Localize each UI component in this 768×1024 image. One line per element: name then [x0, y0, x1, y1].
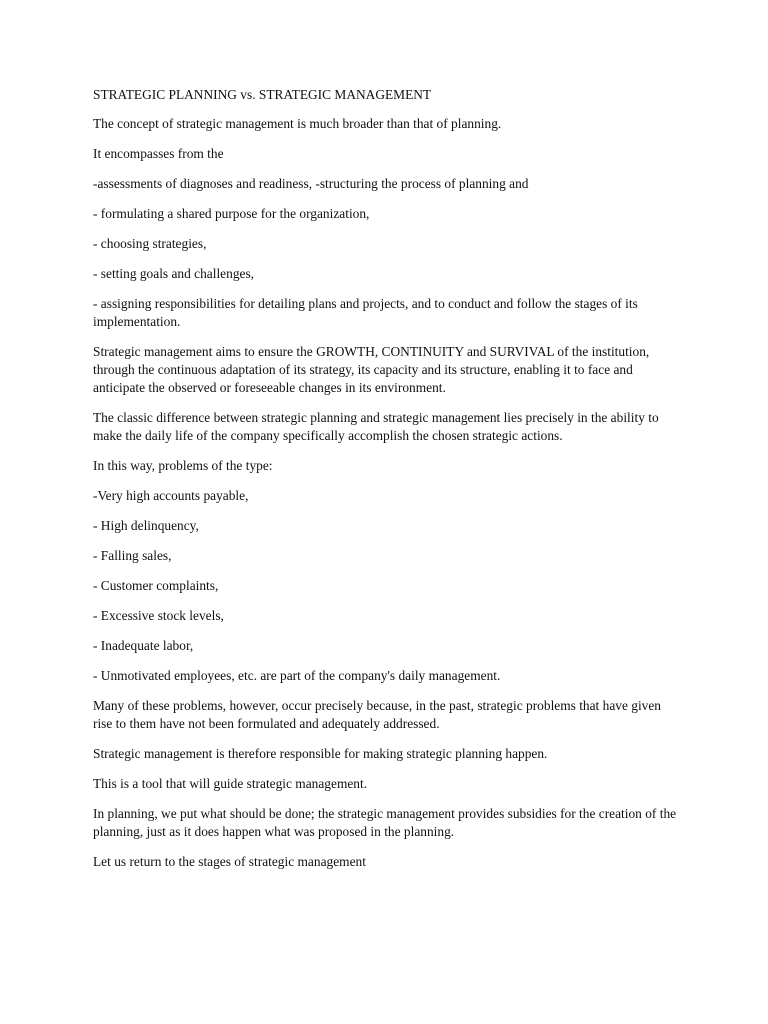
list-item-labor: - Inadequate labor, [93, 638, 194, 653]
document-body [93, 86, 683, 883]
list-item-responsibilities: - assigning responsibilities for detailing plans and projects, and to conduct and follow the stages of its implementation. [93, 296, 638, 329]
list-item-accounts-payable: -Very high accounts payable, [93, 488, 249, 503]
paragraph-past-problems: Many of these problems, however, occur precisely because, in the past, strategic problems that have given rise to them have not been formulated and adequately addressed. [93, 698, 662, 731]
paragraph-intro: The concept of strategic management is much broader than that of planning. [93, 116, 502, 131]
list-item-delinquency: - High delinquency, [93, 518, 199, 533]
list-item-employees: - Unmotivated employees, etc. are part of the company's daily management. [93, 668, 501, 683]
document-title: STRATEGIC PLANNING vs. STRATEGIC MANAGEMENT [93, 87, 432, 102]
paragraph-aims: Strategic management aims to ensure the GROWTH, CONTINUITY and SURVIVAL of the institution, through the continuous adaptation of its strategy, its capacity and its structure, enabling it to face and anticipate the observed or foreseeable changes in its environment. [93, 344, 650, 395]
list-item-complaints: - Customer complaints, [93, 578, 219, 593]
paragraph-difference: The classic difference between strategic planning and strategic management lies precisely in the ability to make the daily life of the company specifically accomplish the chosen strategic actions. [93, 410, 659, 443]
paragraph-encompasses: It encompasses from the [93, 146, 224, 161]
list-item-stock-levels: - Excessive stock levels, [93, 608, 224, 623]
paragraph-return: Let us return to the stages of strategic management [93, 854, 366, 869]
list-item-choosing: - choosing strategies, [93, 236, 207, 251]
paragraph-problems-intro: In this way, problems of the type: [93, 458, 273, 473]
paragraph-planning: In planning, we put what should be done; the strategic management provides subsidies for the creation of the planning, just as it does happen what was proposed in the planning. [93, 806, 677, 839]
list-item-formulating: - formulating a shared purpose for the organization, [93, 206, 370, 221]
list-item-assessments: -assessments of diagnoses and readiness, -structuring the process of planning and [93, 176, 529, 191]
list-item-goals: - setting goals and challenges, [93, 266, 255, 281]
list-item-falling-sales: - Falling sales, [93, 548, 172, 563]
paragraph-tool: This is a tool that will guide strategic management. [93, 776, 368, 791]
paragraph-responsible: Strategic management is therefore responsible for making strategic planning happen. [93, 746, 548, 761]
